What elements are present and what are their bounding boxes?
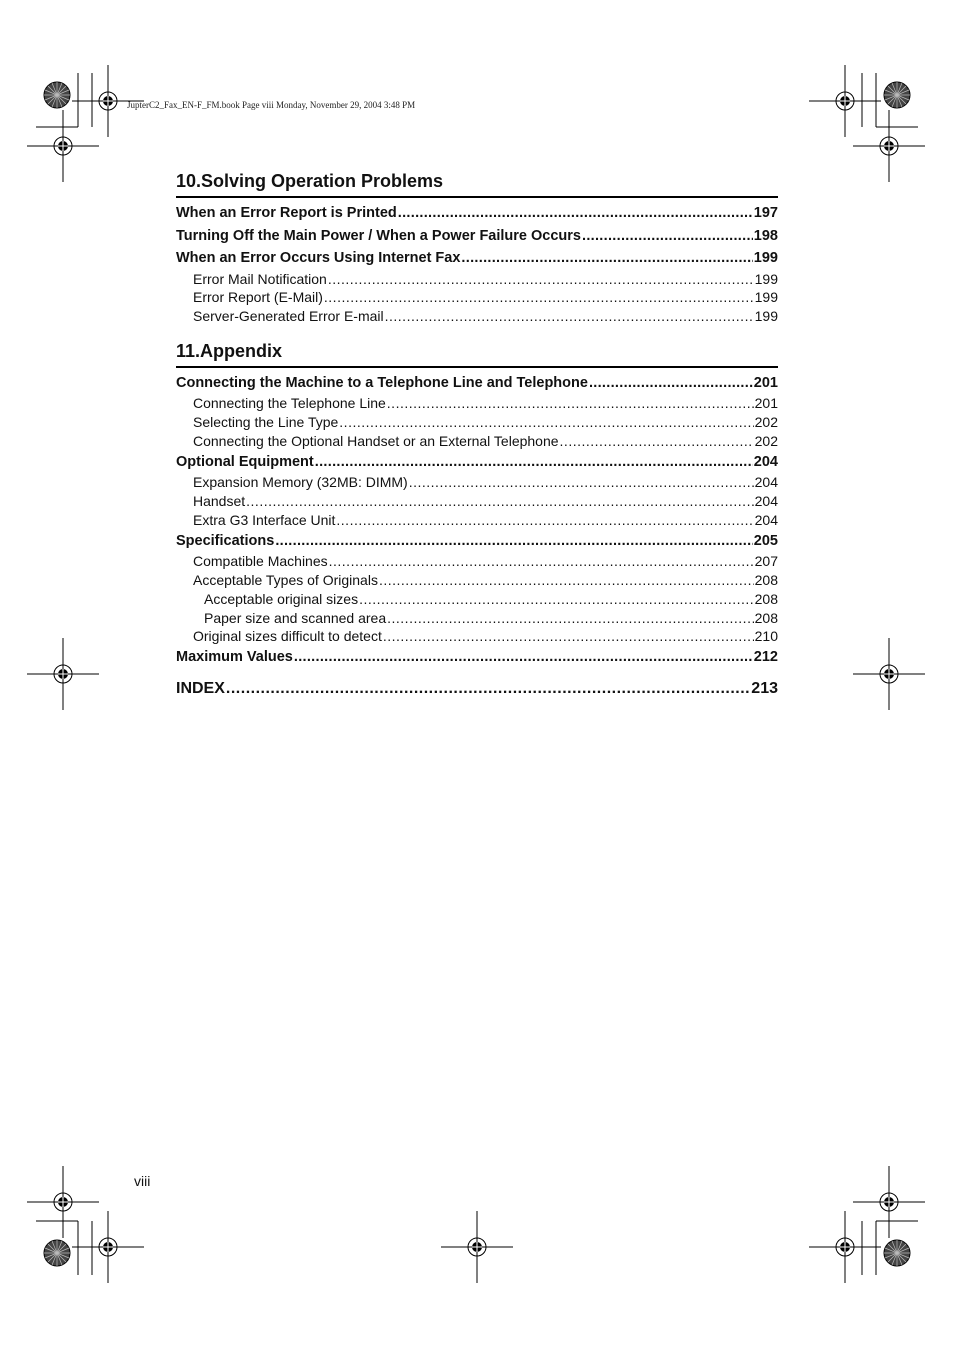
toc-subentry[interactable]: Extra G3 Interface Unit ..... 204: [176, 511, 778, 530]
toc-subentry[interactable]: Acceptable Types of Originals ..... 208: [176, 571, 778, 590]
toc-index-entry[interactable]: INDEX ..... 213: [176, 677, 778, 701]
toc-entry[interactable]: Turning Off the Main Power / When a Power Failure Occurs ..... 198: [176, 225, 778, 248]
toc-subentry[interactable]: Error Mail Notification ..... 199: [176, 270, 778, 289]
toc-subentry[interactable]: Original sizes difficult to detect ..... 210: [176, 627, 778, 646]
toc-subentry[interactable]: Expansion Memory (32MB: DIMM) ..... 204: [176, 473, 778, 492]
toc-subentry[interactable]: Selecting the Line Type ..... 202: [176, 413, 778, 432]
chapter-10: [176, 170, 778, 326]
toc-subentry[interactable]: Compatible Machines ..... 207: [176, 552, 778, 571]
toc-subentry[interactable]: Connecting the Telephone Line ..... 201: [176, 394, 778, 413]
toc-subsubentry[interactable]: Acceptable original sizes ..... 208: [176, 590, 778, 609]
table-of-contents: [176, 170, 778, 701]
toc-subentry[interactable]: Handset ..... 204: [176, 492, 778, 511]
page-number: viii: [134, 1173, 151, 1189]
toc-entry[interactable]: Connecting the Machine to a Telephone Line and Telephone ..... 201: [176, 372, 778, 395]
print-header: JupterC2_Fax_EN-F_FM.book Page viii Monday, November 29, 2004 3:48 PM: [127, 100, 416, 110]
toc-subsubentry[interactable]: Paper size and scanned area ..... 208: [176, 609, 778, 628]
toc-entry[interactable]: Specifications ..... 205: [176, 530, 778, 553]
chapter-title: 11.Appendix: [176, 340, 778, 368]
toc-entry[interactable]: Maximum Values ..... 212: [176, 646, 778, 669]
toc-entry[interactable]: When an Error Report is Printed ..... 197: [176, 202, 778, 225]
chapter-11: [176, 340, 778, 669]
toc-subentry[interactable]: Error Report (E-Mail) ..... 199: [176, 288, 778, 307]
toc-entry[interactable]: When an Error Occurs Using Internet Fax ..... 199: [176, 247, 778, 270]
toc-entry[interactable]: Optional Equipment ..... 204: [176, 451, 778, 474]
chapter-title: 10.Solving Operation Problems: [176, 170, 778, 198]
toc-subentry[interactable]: Connecting the Optional Handset or an External Telephone ..... 202: [176, 432, 778, 451]
toc-subentry[interactable]: Server-Generated Error E-mail ..... 199: [176, 307, 778, 326]
